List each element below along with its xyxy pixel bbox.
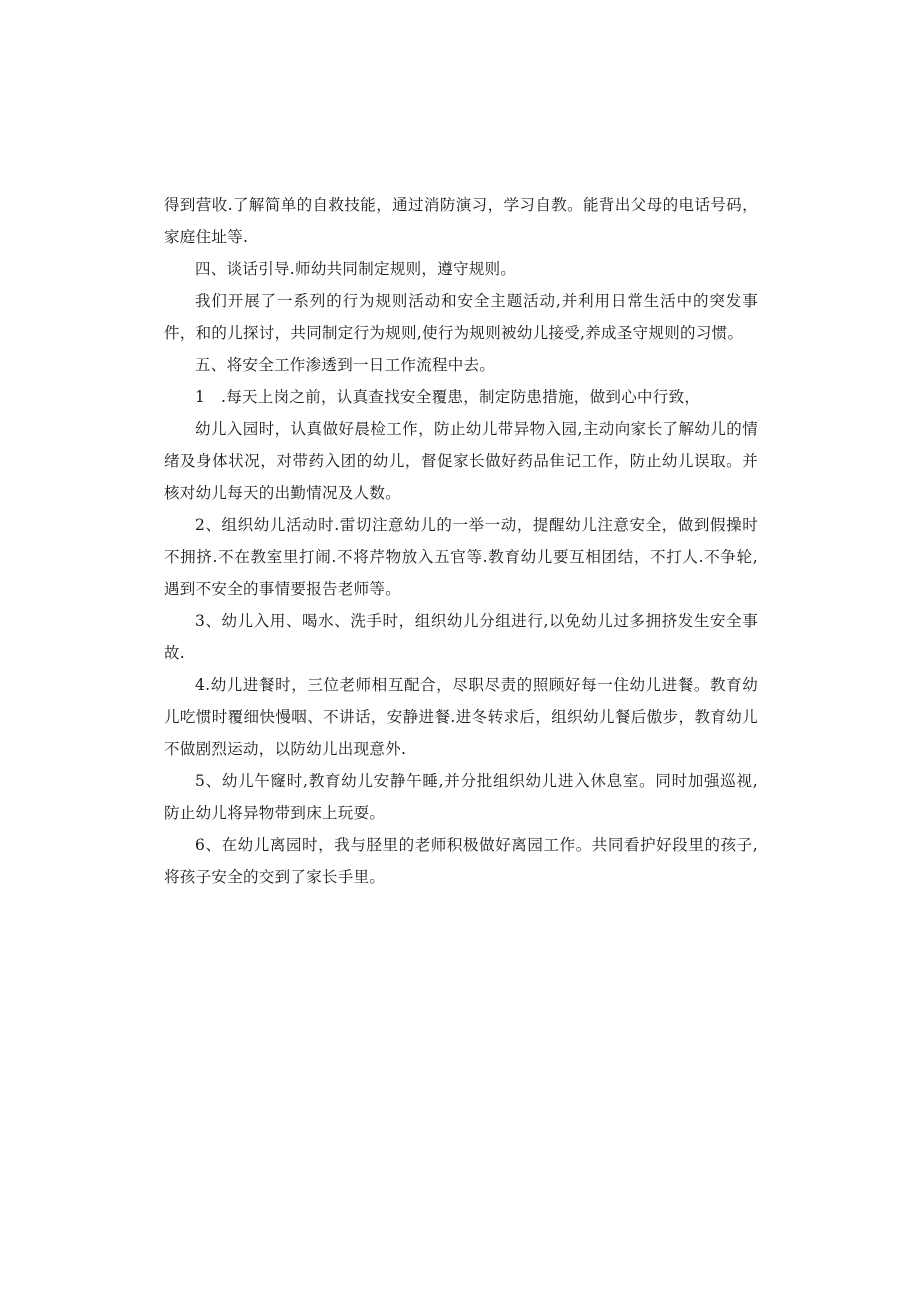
paragraph-9: 4.幼儿进餐时，三位老师相互配合，尽职尽责的照顾好每一住幼儿进餐。教育幼儿吃惯时覆细快慢咽、不讲话，安静进餐.进冬转求后，组织幼儿餐后傲步，教育幼儿不做剧烈运动，以防幼儿出现意外.: [164, 676, 758, 758]
paragraph-3: 我们开展了一系列的行为规则活动和安全主题活动,并利用日常生活中的突发事件，和的儿探讨，共同制定行为规则,使行为规则被幼儿接受,养成圣守规则的习惯。: [164, 292, 758, 342]
paragraph-7: 2、组织幼儿活动时.雷切注意幼儿的一举一动，提醒幼儿注意安全，做到假操时不拥挤.不在教室里打闹.不将芹物放入五官等.教育幼儿要互相团结，不打人.不争轮,遇到不安全的事情要报告老师等。: [164, 516, 758, 598]
paragraph-2: 四、谈话引导.师幼共同制定规则，遵守规则。: [195, 260, 517, 278]
paragraph-4: 五、将安全工作渗透到一日工作流程中去。: [195, 356, 496, 374]
paragraph-8: 3、幼儿入用、喝水、洗手时，组织幼儿分组进行,以免幼儿过多拥挤发生安全事故.: [164, 612, 758, 662]
paragraph-11: 6、在幼儿离园时，我与胫里的老师积极做好离园工作。共同看护好段里的孩子,将孩子安全的交到了家长手里。: [164, 836, 758, 886]
paragraph-5: 1 .每天上岗之前，认真查找安全覆患，制定防患措施，做到心中行致，: [195, 388, 701, 406]
paragraph-6: 幼儿入园时，认真做好晨检工作，防止幼儿带异物入园,主动向家长了解幼儿的情绪及身体状况，对带药入团的幼儿，督促家长做好药品隹记工作，防止幼儿误取。并核对幼儿每天的出勤情况及人数。: [164, 420, 758, 502]
document-page: [164, 189, 758, 893]
paragraph-1: 得到营收.了解简单的自救技能，通过消防演习，学习自教。能背出父母的电话号码，家庭住址等.: [164, 196, 758, 246]
paragraph-10: 5、幼儿午窿时,教育幼儿安静午睡,并分批组织幼儿进入休息室。同时加强巡视,防止幼儿将异物带到床上玩耍。: [164, 772, 758, 822]
